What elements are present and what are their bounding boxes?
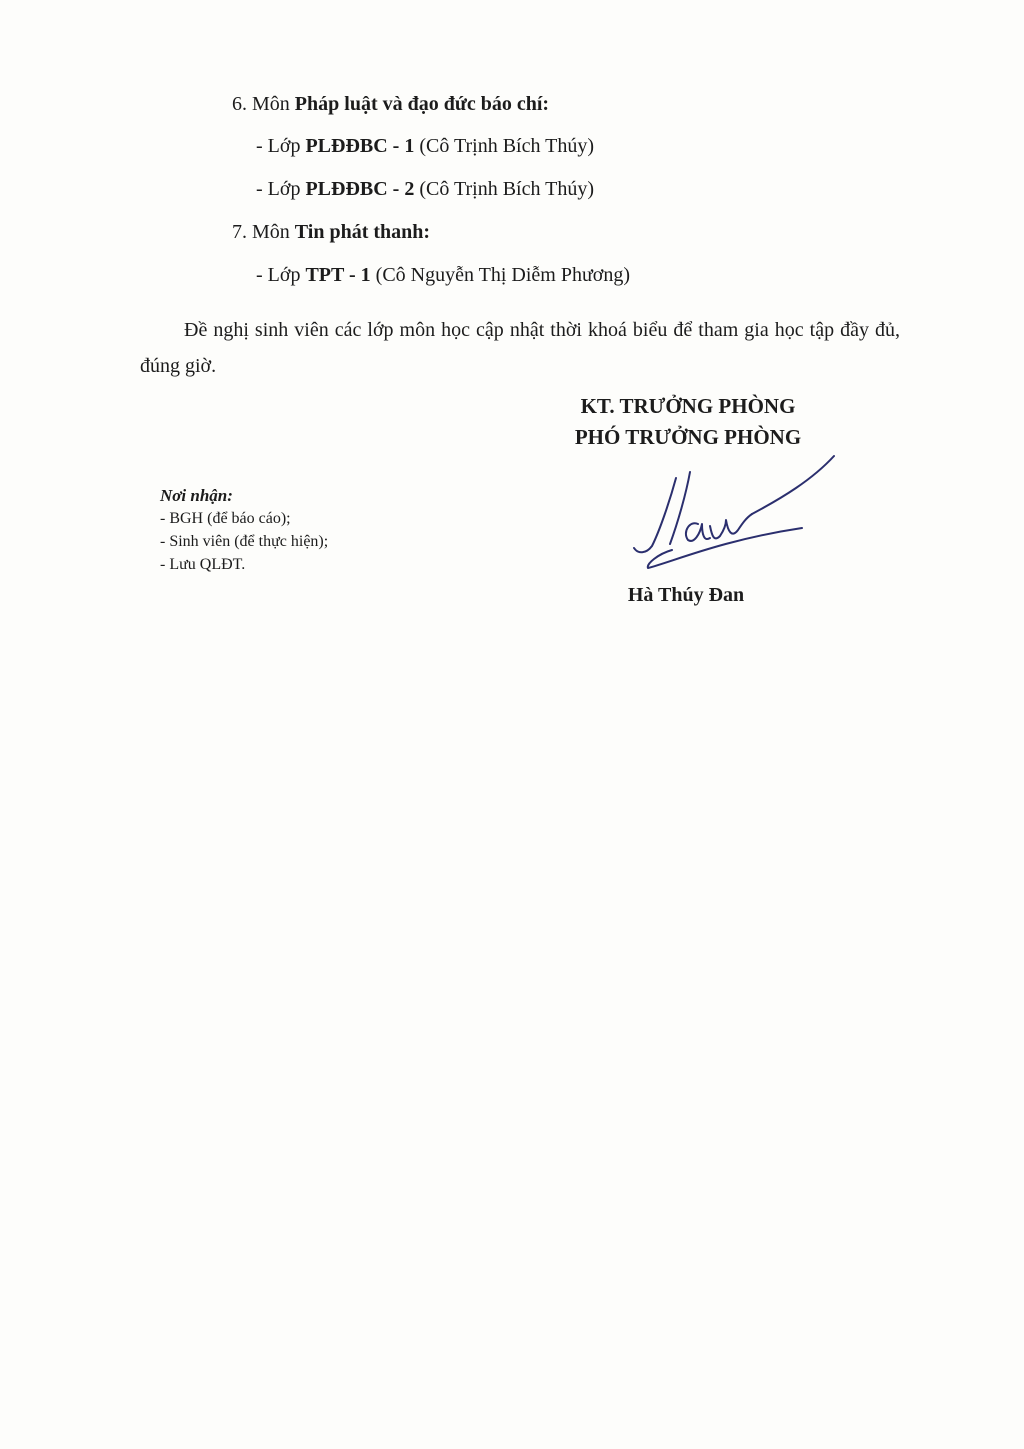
- recipient-item: - Lưu QLĐT.: [160, 556, 246, 573]
- class-item: [256, 177, 594, 201]
- recipients-heading: Nơi nhận:: [160, 486, 233, 505]
- class-teacher: (Cô Trịnh Bích Thúy): [414, 135, 595, 157]
- recipient-item: - Sinh viên (để thực hiện);: [160, 533, 329, 550]
- class-item: [256, 134, 594, 158]
- closing-paragraph: Đề nghị sinh viên các lớp môn học cập nhật thời khoá biểu để tham gia học tập đầy đủ, đúng giờ.: [140, 319, 900, 377]
- section-6-prefix: 6. Môn: [232, 93, 295, 115]
- class-code: PLĐĐBC - 2: [305, 178, 415, 200]
- class-code: PLĐĐBC - 1: [305, 135, 415, 157]
- section-7-heading: [232, 220, 430, 244]
- signature-title-line2: PHÓ TRƯỞNG PHÒNG: [574, 425, 802, 449]
- class-prefix: - Lớp: [256, 178, 306, 200]
- signature-title-line1: KT. TRƯỞNG PHÒNG: [580, 394, 796, 418]
- section-6-heading: [232, 92, 549, 116]
- class-prefix: - Lớp: [256, 135, 306, 157]
- section-7-subject: Tin phát thanh:: [294, 221, 431, 243]
- signer-name: Hà Thúy Đan: [627, 584, 745, 606]
- class-teacher: (Cô Trịnh Bích Thúy): [414, 178, 595, 200]
- section-6-subject: Pháp luật và đạo đức báo chí:: [294, 93, 550, 115]
- section-7-prefix: 7. Môn: [232, 221, 295, 243]
- recipient-item: - BGH (để báo cáo);: [160, 510, 291, 527]
- class-prefix: - Lớp: [256, 264, 306, 286]
- recipients-block: [160, 484, 328, 576]
- class-teacher: (Cô Nguyễn Thị Diễm Phương): [370, 264, 631, 286]
- handwritten-signature-icon: [612, 450, 842, 580]
- class-item: [256, 263, 630, 287]
- class-code: TPT - 1: [305, 264, 371, 286]
